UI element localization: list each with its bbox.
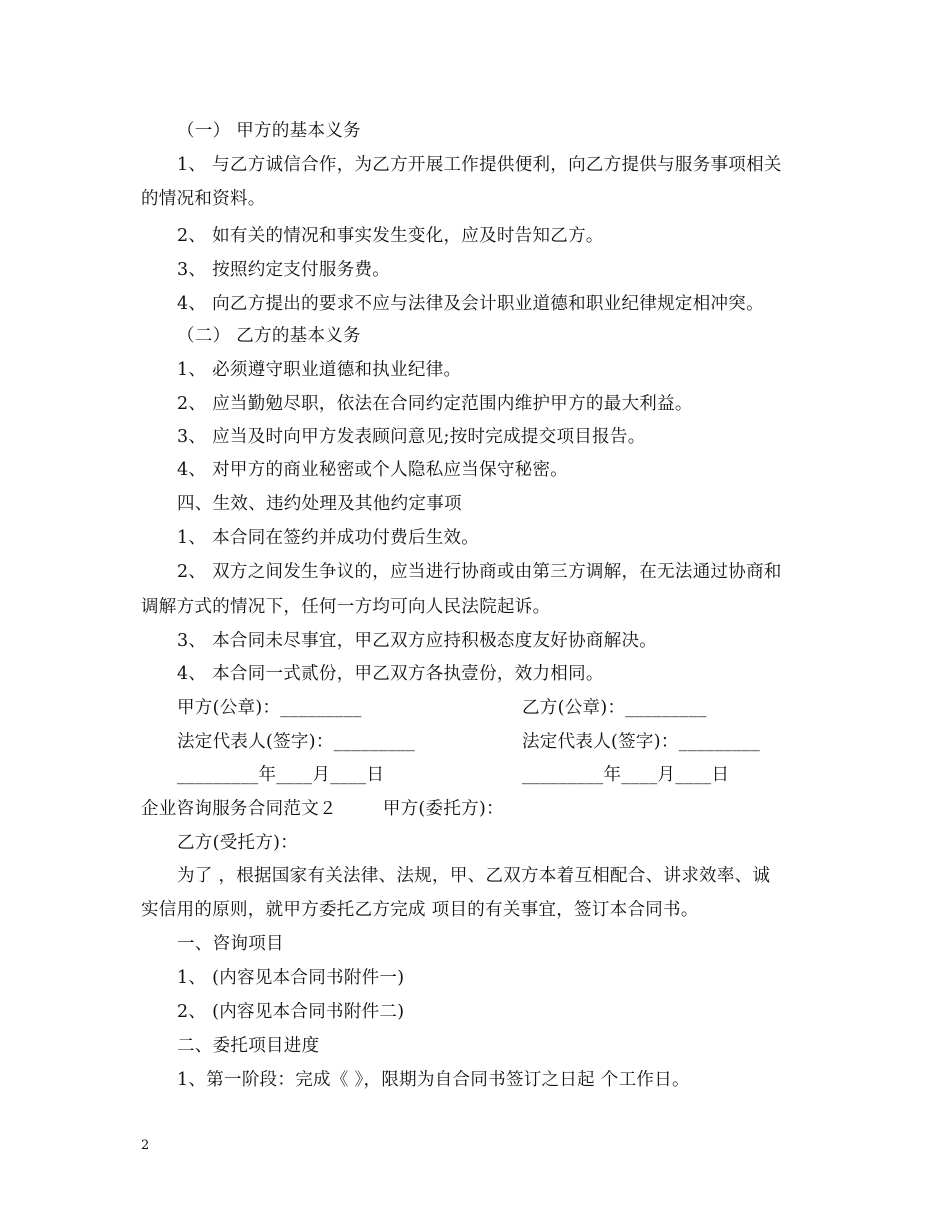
party-a-label: 甲方(委托方)： [382, 799, 504, 819]
paragraph-line: 1、 与乙方诚信合作，为乙方开展工作提供便利，向乙方提供与服务事项相关 [177, 155, 782, 175]
party-a-seal-line: 甲方(公章)：_________ [177, 698, 362, 718]
paragraph-line: 3、 按照约定支付服务费。 [177, 260, 391, 280]
contract-title-line [141, 799, 504, 819]
party-b-date-line: _________年____月____日 [522, 765, 730, 785]
paragraph-line: 为了 ，根据国家有关法律、法规，甲、乙双方本着互相配合、讲求效率、诚 [177, 866, 771, 886]
party-b-seal-line: 乙方(公章)：_________ [522, 698, 707, 718]
paragraph-line: 调解方式的情况下，任何一方均可向人民法院起诉。 [141, 597, 551, 617]
paragraph-line: 实信用的原则，就甲方委托乙方完成 项目的有关事宜，签订本合同书。 [141, 900, 699, 920]
paragraph-line: 1、 必须遵守职业道德和执业纪律。 [177, 360, 462, 380]
section-heading: 一、咨询项目 [177, 934, 284, 954]
party-b-representative-line: 法定代表人(签字)：_________ [522, 732, 761, 752]
paragraph-line: 1、 本合同在签约并成功付费后生效。 [177, 528, 480, 548]
paragraph-line: 4、 本合同一式贰份，甲乙双方各执壹份，效力相同。 [177, 664, 604, 684]
paragraph-line: 3、 应当及时向甲方发表顾问意见;按时完成提交项目报告。 [177, 427, 646, 447]
contract-title: 企业咨询服务合同范文２ [141, 799, 337, 819]
party-b-label: 乙方(受托方)： [177, 833, 299, 853]
paragraph-line: 2、 如有关的情况和事实发生变化，应及时告知乙方。 [177, 226, 604, 246]
section-heading: （一） 甲方的基本义务 [177, 121, 361, 141]
paragraph-line: 2、 双方之间发生争议的，应当进行协商或由第三方调解，在无法通过协商和 [177, 562, 782, 582]
section-heading: 二、委托项目进度 [177, 1036, 320, 1056]
paragraph-line: 3、 本合同未尽事宜，甲乙双方应持积极态度友好协商解决。 [177, 631, 658, 651]
paragraph-line: 4、 向乙方提出的要求不应与法律及会计职业道德和职业纪律规定相冲突。 [177, 294, 764, 314]
party-a-representative-line: 法定代表人(签字)：_________ [177, 732, 416, 752]
paragraph-line: 1、第一阶段：完成《 》，限期为自合同书签订之日起 个工作日。 [177, 1070, 690, 1090]
page-number: 2 [141, 1138, 150, 1153]
paragraph-line: 4、 对甲方的商业秘密或个人隐私应当保守秘密。 [177, 460, 569, 480]
section-heading: 四、生效、违约处理及其他约定事项 [177, 494, 462, 514]
paragraph-line: 的情况和资料。 [141, 189, 266, 209]
paragraph-line: 2、 应当勤勉尽职，依法在合同约定范围内维护甲方的最大利益。 [177, 394, 693, 414]
paragraph-line: 1、 (内容见本合同书附件一) [177, 968, 405, 988]
section-heading: （二） 乙方的基本义务 [177, 326, 361, 346]
party-a-date-line: _________年____月____日 [177, 765, 385, 785]
paragraph-line: 2、 (内容见本合同书附件二) [177, 1002, 405, 1022]
